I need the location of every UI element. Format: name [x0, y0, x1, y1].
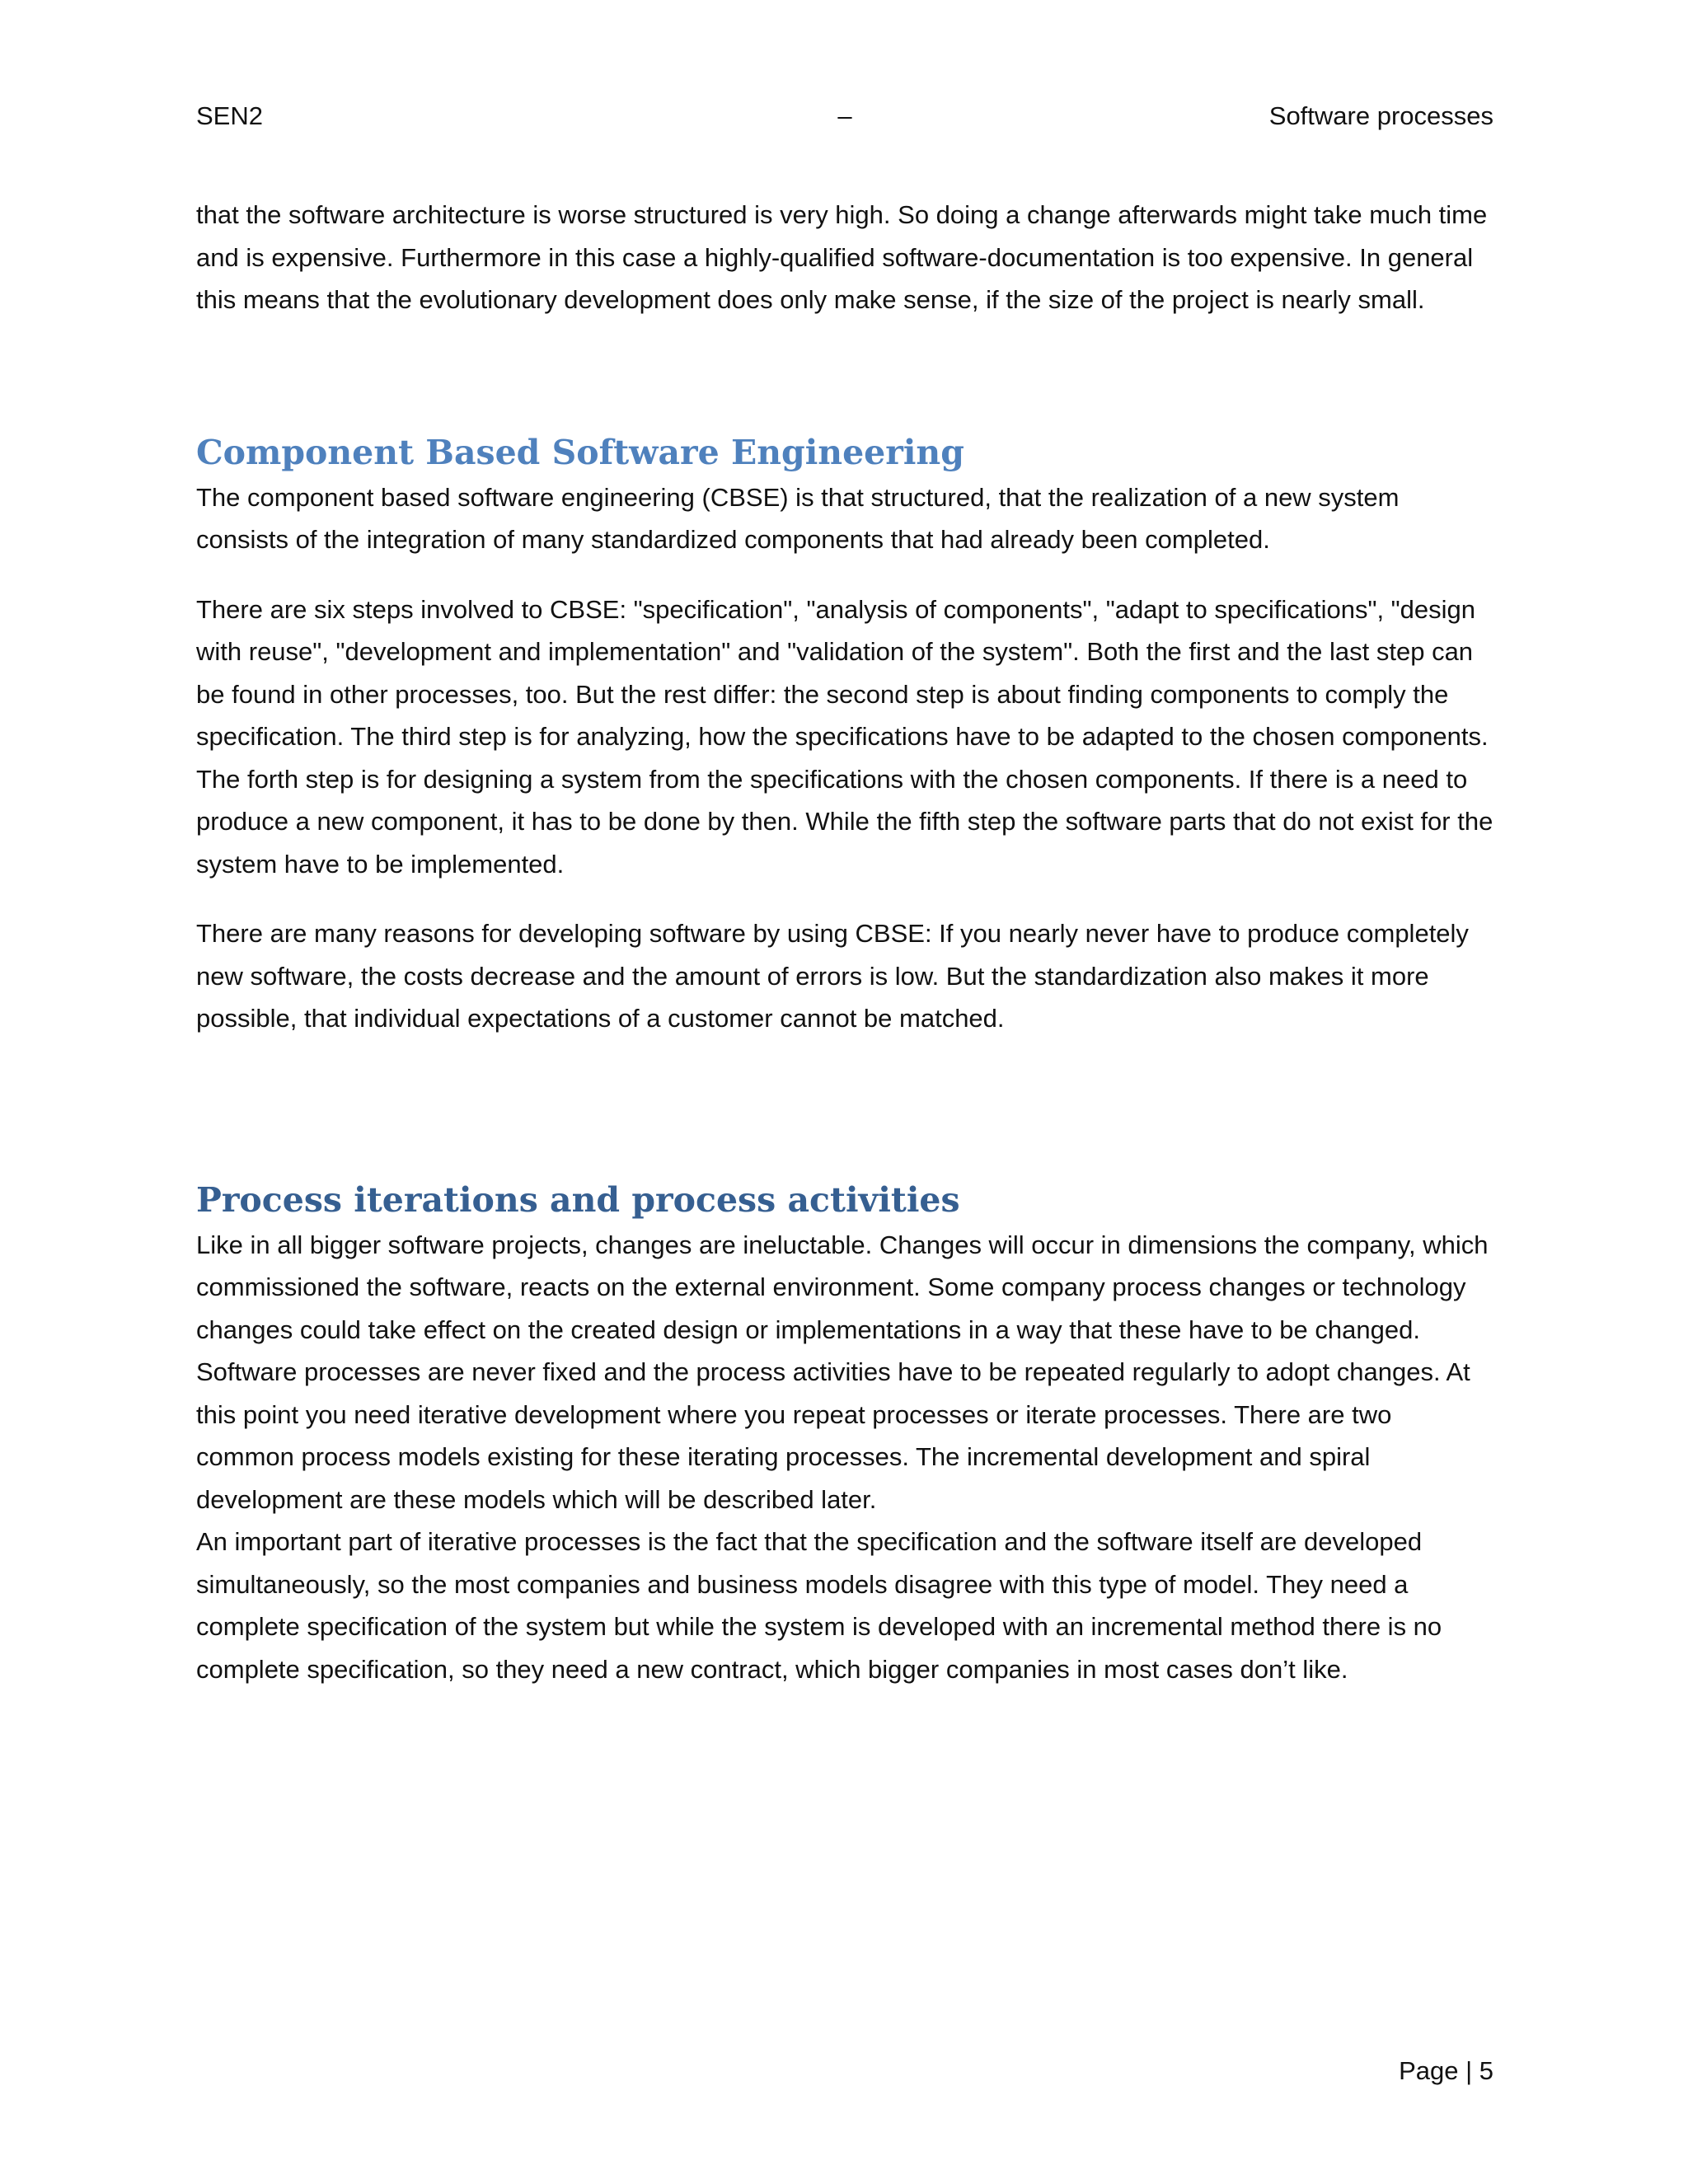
section-heading-process-iterations: Process iterations and process activities: [196, 1179, 960, 1220]
intro-paragraph: that the software architecture is worse structured is very high. So doing a change afterwards might take much time and is expensive. Furthermore in this case a highly-qualified software-documentation is too expensive. In general this means that the evolutionary development does only make sense, if the size of the project is nearly small.: [196, 200, 1488, 314]
header-course-code: SEN2: [196, 101, 263, 130]
header-document-title: Software processes: [1268, 101, 1493, 130]
iterations-paragraph-2: An important part of iterative processes is the fact that the specification and the software itself are developed simultaneously, so the most companies and business models disagree with this type of model. They need a complete specification of the system but while the system is developed with an incremental method there is no complete specification, so they need a new contract, which bigger companies in most cases don’t like.: [196, 1527, 1442, 1684]
page-number: Page | 5: [1399, 2056, 1493, 2085]
iterations-paragraph-1: Like in all bigger software projects, changes are ineluctable. Changes will occur in dimensions the company, which commissioned the software, reacts on the external environment. Some company process changes or technology changes could take effect on the created design or implementations in a way that these have to be changed. Software processes are never fixed and the process activities have to be repeated regularly to adopt changes. At this point you need iterative development where you repeat processes or iterate processes. There are two common process models existing for these iterating processes. The incremental development and spiral development are these models which will be described later.: [196, 1230, 1489, 1514]
section-heading-cbse: Component Based Software Engineering: [196, 432, 964, 472]
cbse-paragraph-1: The component based software engineering (CBSE) is that structured, that the realization of a new system consists of the integration of many standardized components that had already been completed.: [196, 482, 1400, 554]
cbse-paragraph-2: There are six steps involved to CBSE: "specification", "analysis of components", "adapt to specifications", "design with reuse", "development and implementation" and "validation of the system". Both the first and the last step can be found in other processes, too. But the rest differ: the second step is about finding components to comply the specification. The third step is for analyzing, how the specifications have to be adapted to the chosen components. The forth step is for designing a system from the specifications with the chosen components. If there is a need to produce a new component, it has to be done by then. While the fifth step the software parts that do not exist for the system have to be implemented.: [196, 594, 1493, 879]
page-content: [196, 194, 1493, 1690]
cbse-paragraph-3: There are many reasons for developing software by using CBSE: If you nearly never have to produce completely new software, the costs decrease and the amount of errors is low. But the standardization also makes it more possible, that individual expectations of a customer cannot be matched.: [196, 919, 1469, 1033]
header-separator: –: [837, 101, 852, 130]
page-header: [196, 97, 1493, 135]
